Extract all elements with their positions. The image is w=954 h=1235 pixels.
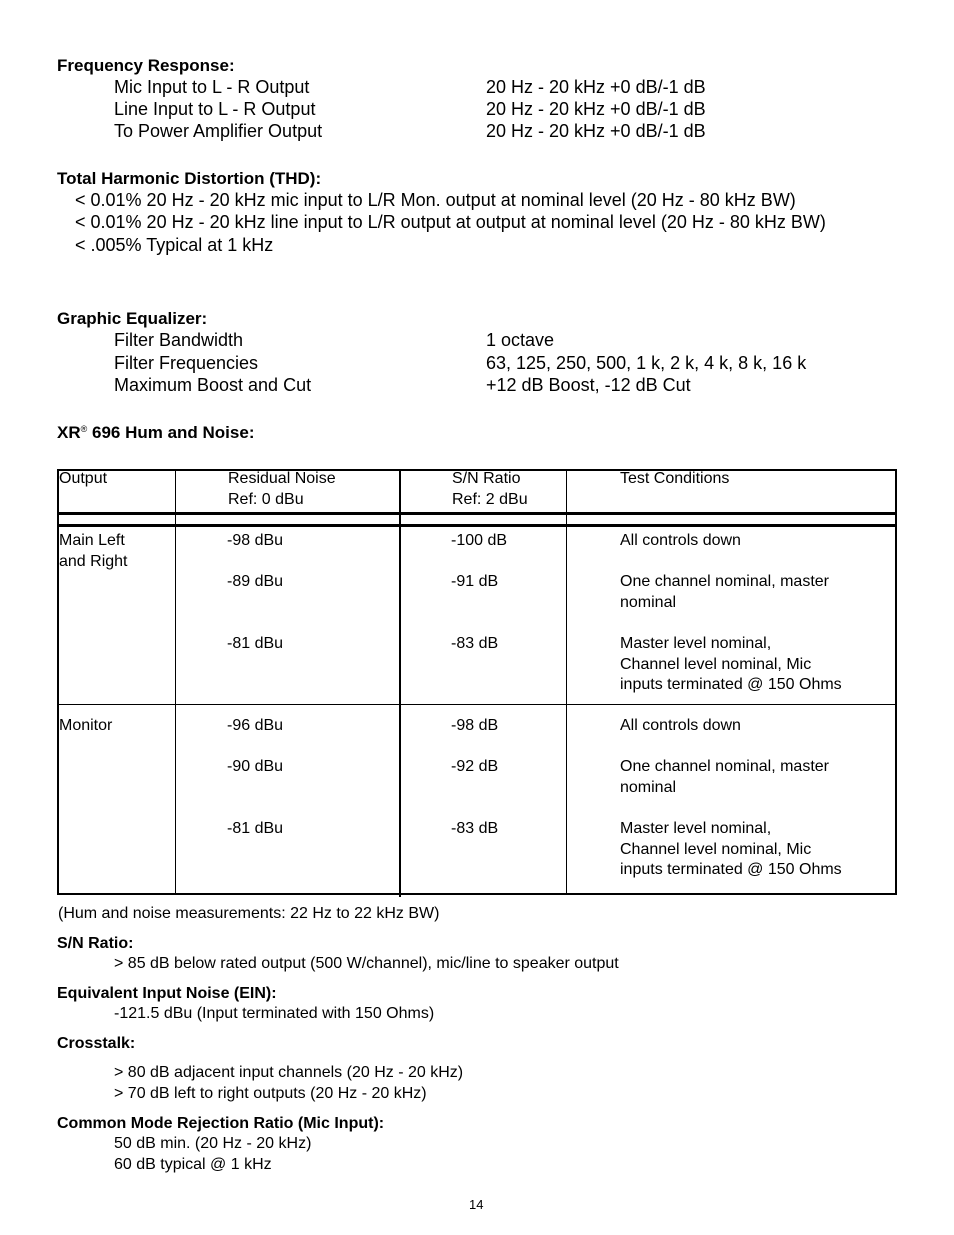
table-border-right (895, 469, 897, 895)
crosstalk-line: > 80 dB adjacent input channels (20 Hz - 20 kHz) (114, 1064, 464, 1081)
spec-label: Filter Frequencies (114, 353, 259, 373)
spec-value: +12 dB Boost, -12 dB Cut (486, 375, 691, 395)
header-residual-noise: Residual Noise Ref: 0 dBu (228, 470, 336, 508)
table-cell-sn: -83 dB (451, 820, 499, 837)
thd-heading: Total Harmonic Distortion (THD): (57, 169, 322, 188)
output-label: Main Left and Right (59, 532, 128, 570)
header-rule (57, 524, 897, 527)
spec-label: To Power Amplifier Output (114, 121, 323, 141)
table-cell-conditions: Master level nominal, Channel level nominal, Mic inputs terminated @ 150 Ohms (620, 635, 842, 693)
measurement-note: (Hum and noise measurements: 22 Hz to 22 kHz BW) (58, 905, 440, 922)
graphic-eq-heading: Graphic Equalizer: (57, 309, 208, 328)
table-cell-sn: -91 dB (451, 573, 499, 590)
table-cell-sn: -98 dB (451, 717, 499, 734)
spec-label: Filter Bandwidth (114, 330, 244, 350)
spec-value: 20 Hz - 20 kHz +0 dB/-1 dB (486, 77, 706, 97)
ein-heading: Equivalent Input Noise (EIN): (57, 985, 277, 1002)
crosstalk-heading: Crosstalk: (57, 1035, 136, 1052)
frequency-response-heading: Frequency Response: (57, 56, 235, 75)
cmrr-line: 50 dB min. (20 Hz - 20 kHz) (114, 1135, 312, 1152)
table-cell-noise: -81 dBu (227, 635, 284, 652)
table-cell-conditions: All controls down (620, 532, 741, 549)
table-cell-conditions: All controls down (620, 717, 741, 734)
header-test-conditions: Test Conditions (620, 470, 730, 487)
cmrr-line: 60 dB typical @ 1 kHz (114, 1156, 272, 1173)
header-sn-ratio: S/N Ratio Ref: 2 dBu (452, 470, 528, 508)
group-divider (57, 704, 897, 705)
spec-label: Mic Input to L - R Output (114, 77, 310, 97)
table-cell-conditions: One channel nominal, master nominal (620, 758, 829, 796)
table-cell-sn: -100 dB (451, 532, 508, 549)
page-number: 14 (469, 1197, 484, 1212)
thd-line: < 0.01% 20 Hz - 20 kHz line input to L/R output at output at nominal level (20 Hz - 80 kHz BW) (75, 212, 826, 232)
column-divider (175, 469, 176, 894)
ein-line: -121.5 dBu (Input terminated with 150 Ohms) (114, 1005, 435, 1022)
table-cell-sn: -83 dB (451, 635, 499, 652)
spec-value: 20 Hz - 20 kHz +0 dB/-1 dB (486, 99, 706, 119)
column-divider (399, 469, 401, 897)
thd-line: < 0.01% 20 Hz - 20 kHz mic input to L/R Mon. output at nominal level (20 Hz - 80 kHz BW) (75, 190, 796, 210)
table-cell-sn: -92 dB (451, 758, 499, 775)
table-cell-conditions: Master level nominal, Channel level nominal, Mic inputs terminated @ 150 Ohms (620, 820, 842, 878)
sn-ratio-heading: S/N Ratio: (57, 935, 134, 952)
table-cell-noise: -96 dBu (227, 717, 284, 734)
registered-mark: ® (80, 424, 88, 434)
spec-value: 20 Hz - 20 kHz +0 dB/-1 dB (486, 121, 706, 141)
spec-label: Maximum Boost and Cut (114, 375, 312, 395)
column-divider (566, 469, 567, 894)
table-cell-conditions: One channel nominal, master nominal (620, 573, 829, 611)
table-cell-noise: -98 dBu (227, 532, 284, 549)
table-border-bottom (57, 893, 897, 895)
table-cell-noise: -89 dBu (227, 573, 284, 590)
table-cell-noise: -81 dBu (227, 820, 284, 837)
spec-value: 1 octave (486, 330, 555, 350)
spec-value: 63, 125, 250, 500, 1 k, 2 k, 4 k, 8 k, 16 k (486, 353, 807, 373)
spec-label: Line Input to L - R Output (114, 99, 316, 119)
sn-ratio-line: > 85 dB below rated output (500 W/channel), mic/line to speaker output (114, 955, 619, 972)
crosstalk-line: > 70 dB left to right outputs (20 Hz - 20 kHz) (114, 1085, 427, 1102)
hum-noise-table (57, 469, 897, 895)
cmrr-heading: Common Mode Rejection Ratio (Mic Input): (57, 1115, 385, 1132)
output-label: Monitor (59, 717, 113, 734)
header-rule (57, 512, 897, 515)
table-cell-noise: -90 dBu (227, 758, 284, 775)
hum-noise-heading: XR® 696 Hum and Noise: (57, 423, 255, 442)
header-output: Output (59, 470, 108, 487)
thd-line: < .005% Typical at 1 kHz (75, 235, 274, 255)
